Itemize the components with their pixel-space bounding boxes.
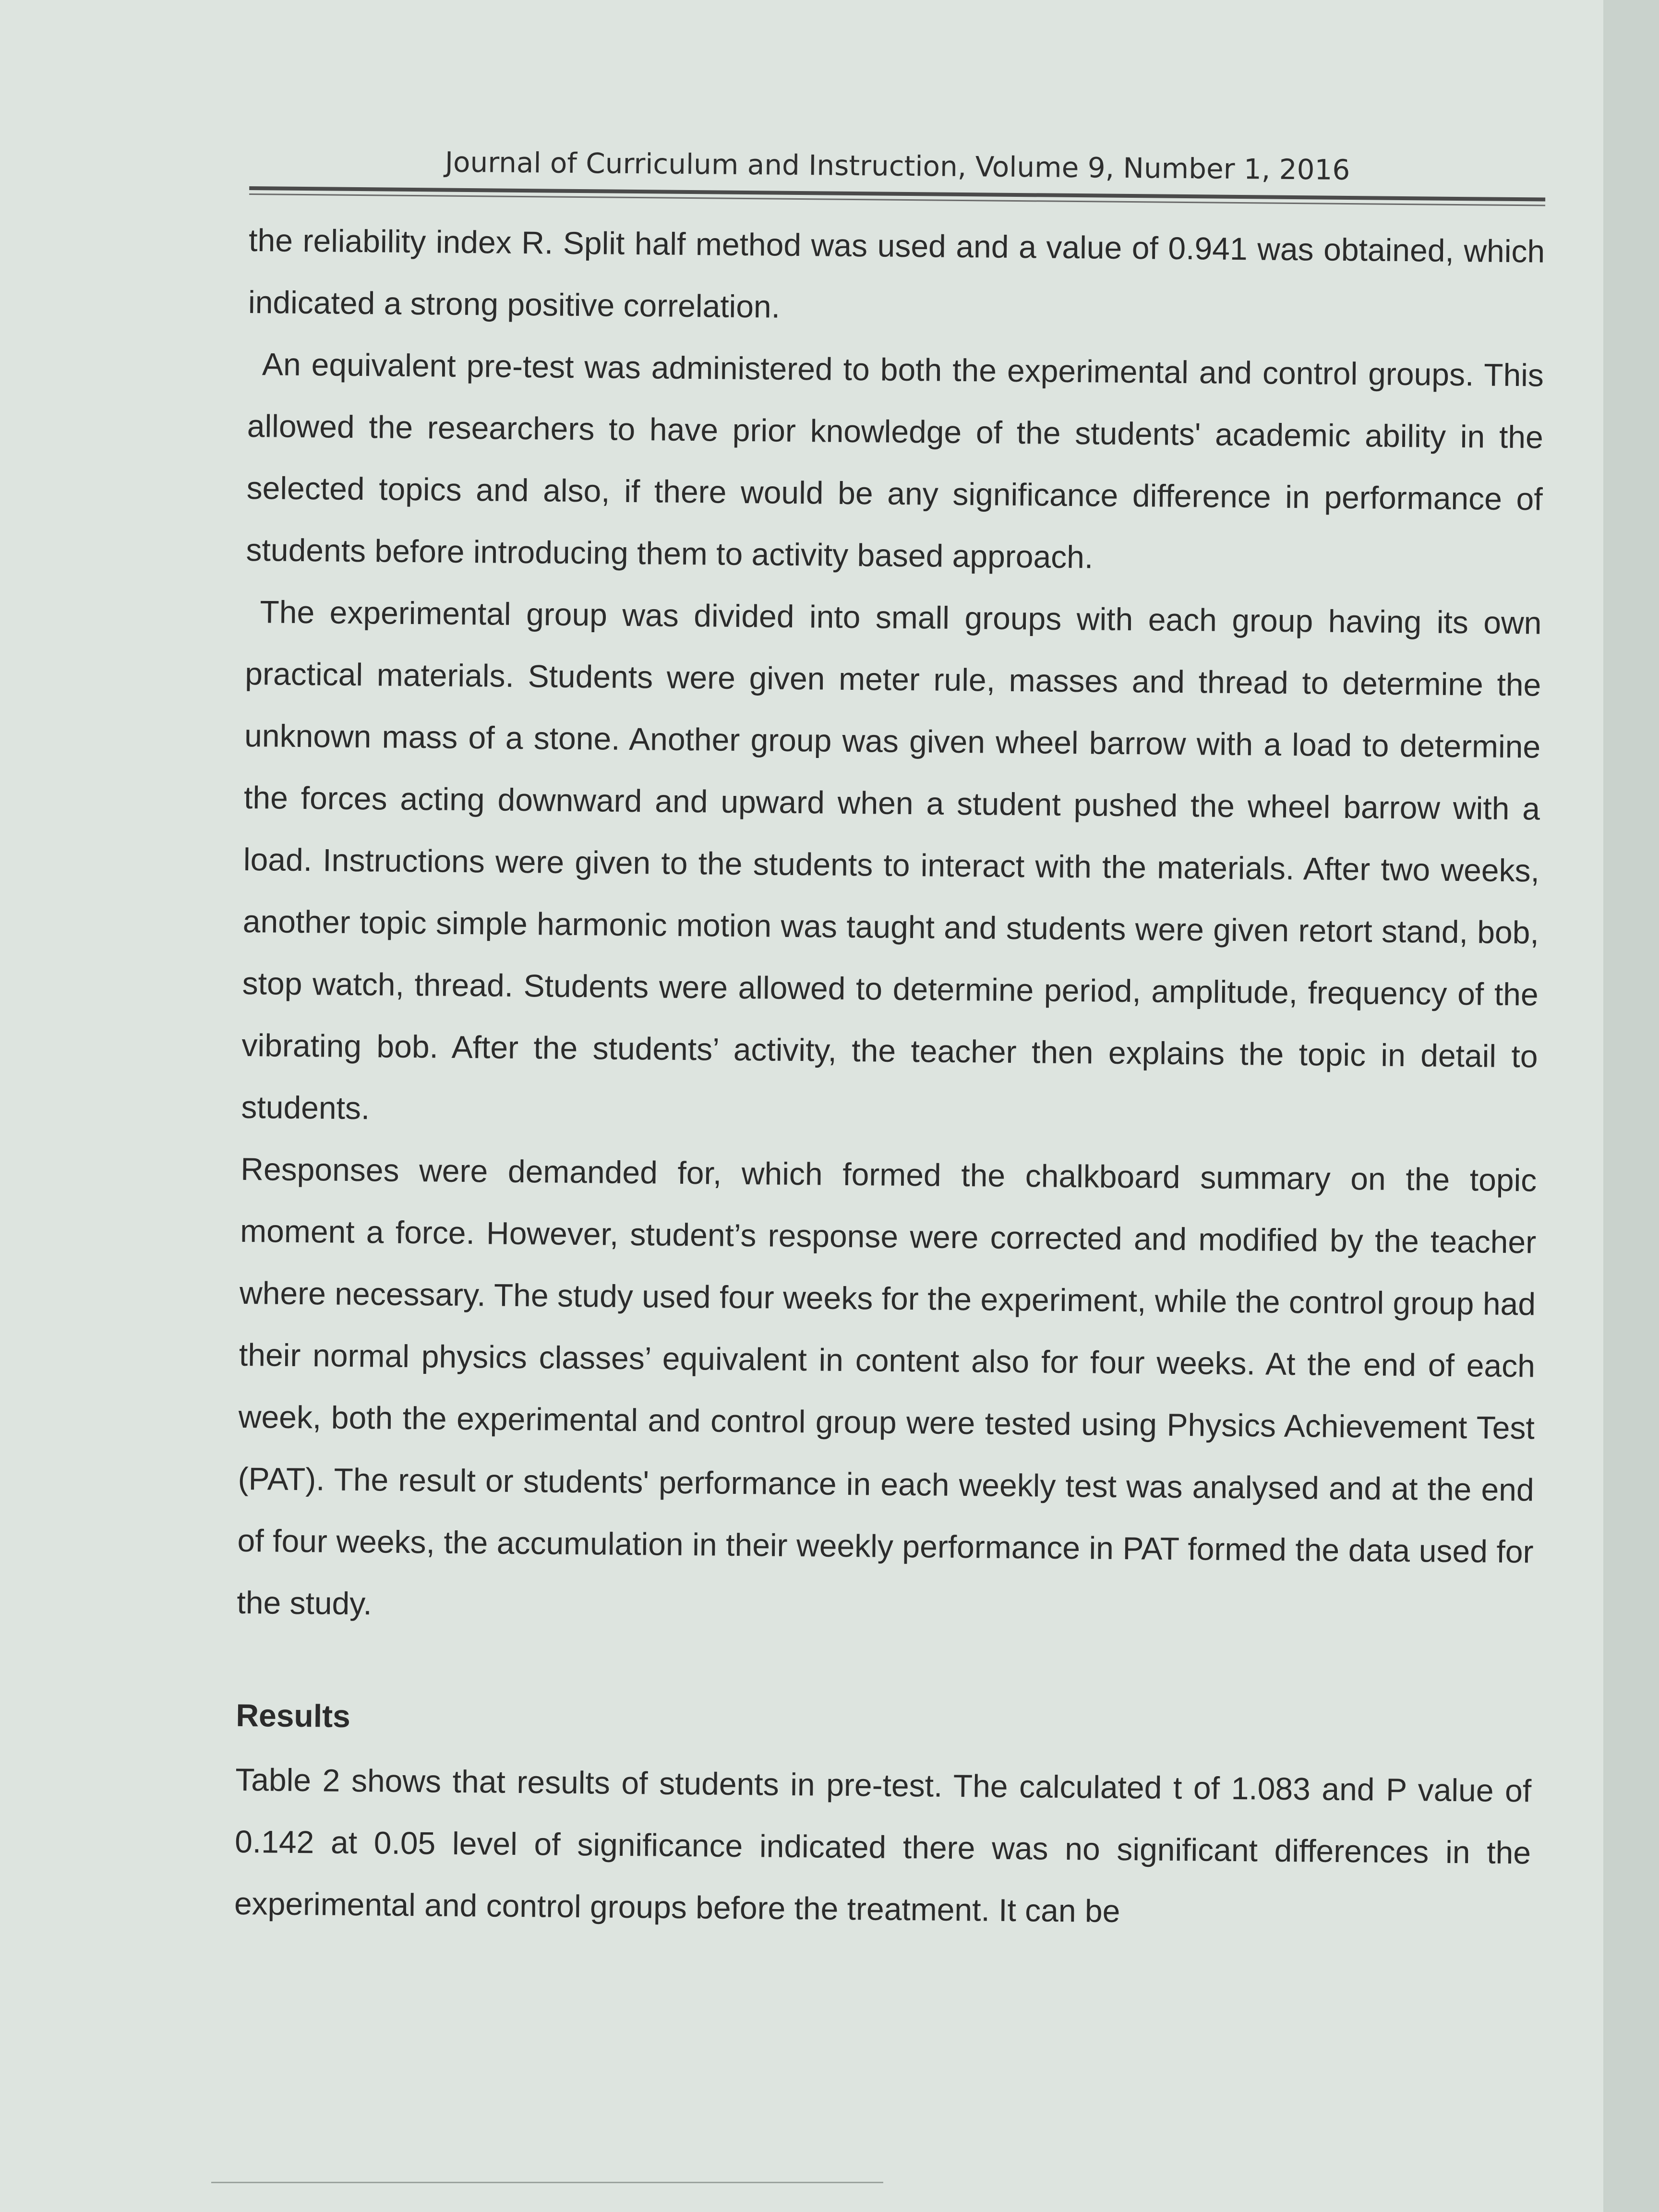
paragraph: An equivalent pre-test was administered to both the experimental and control groups. This allowed the researchers to have prior knowledge of the students' academic ability in the selected topics and also, if there would be any significance difference in performance of students before introducing them to activity based approach. <box>246 346 1544 575</box>
paragraph: The experimental group was divided into small groups with each group having its own practical materials. Students were given meter rule, masses and thread to determine the unknown mass of a stone. Another group was given wheel barrow with a load to determine the forces acting downward and upward when a student pushed the wheel barrow with a load. Instructions were given to the students to interact with the materials. After two weeks, another topic simple harmonic motion was taught and students were given retort stand, bob, stop watch, thread. Students were allowed to determine period, amplitude, frequency of the vibrating bob. After the students’ activity, the teacher then explains the topic in detail to students. <box>241 594 1542 1126</box>
journal-header: Journal of Curriculum and Instruction, Volume 9, Number 1, 2016 <box>249 144 1546 202</box>
body-text <box>237 209 1545 1645</box>
paragraph: Responses were demanded for, which formed the chalkboard summary on the topic moment a force. However, student’s response were corrected and modified by the teacher where necessary. The study used four weeks for the experiment, while the control group had their normal physics classes’ equivalent in content also for four weeks. At the end of each week, both the experimental and control group were tested using Physics Achievement Test (PAT). The result or students' performance in each weekly test was analysed and at the end of four weeks, the accumulation in their weekly performance in PAT formed the data used for the study. <box>237 1151 1537 1622</box>
footer-rule <box>211 2182 883 2183</box>
paragraph: the reliability index R. Split half method was used and a value of 0.941 was obtained, which indicated a strong positive correlation. <box>248 222 1545 325</box>
results-paragraph: Table 2 shows that results of students in pre-test. The calculated t of 1.083 and P value of 0.142 at 0.05 level of significance indicated there was no significant differences in the experimental and control groups before the treatment. It can be <box>234 1761 1532 1929</box>
page-edge-shadow <box>1603 0 1659 2212</box>
page-content <box>234 144 1545 1946</box>
results-heading: Results <box>236 1697 351 1734</box>
